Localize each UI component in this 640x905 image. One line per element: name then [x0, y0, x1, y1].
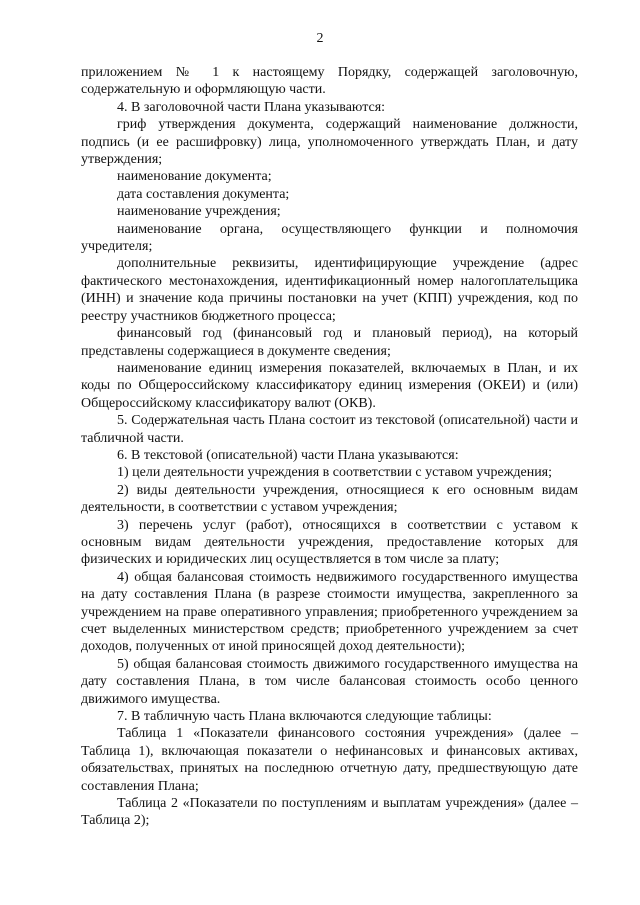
paragraph: приложением № 1 к настоящему Порядку, содержащей заголовочную, содержательную и оформляющую части.: [81, 65, 578, 98]
paragraph: 1) цели деятельности учреждения в соответствии с уставом учреждения;: [117, 465, 553, 481]
paragraph: 6. В текстовой (описательной) части Плана указываются:: [117, 447, 459, 463]
paragraph: Таблица 1 «Показатели финансового состояния учреждения» (далее – Таблица 1), включающая показатели о нефинансовых и финансовых активах, обязательствах, принятых на последнюю отчетную дату, предшествующую дате составления Плана;: [81, 726, 578, 794]
paragraph: наименование документа;: [117, 169, 272, 185]
paragraph: 4. В заголовочной части Плана указываются:: [117, 99, 386, 115]
paragraph: дополнительные реквизиты, идентифицирующие учреждение (адрес фактического местонахождения, идентификационный номер налогоплательщика (ИНН) и значение кода причины постановки на учет (КПП) учреждения, код по реестру участников бюджетного процесса;: [81, 256, 578, 324]
paragraph: 4) общая балансовая стоимость недвижимого государственного имущества на дату составления Плана (в разрезе стоимости имущества, закрепленного за учреждением на праве оперативного управления; приобретенного учреждением за счет выделенных министерством средств; приобретенного учреждением за счет доходов, полученных от иной приносящей доход деятельности);: [81, 569, 578, 655]
paragraph: 2) виды деятельности учреждения, относящиеся к его основным видам деятельности, в соответствии с уставом учреждения;: [81, 482, 578, 516]
page-number: 2: [316, 31, 324, 46]
document-body: [81, 64, 578, 830]
paragraph: 5. Содержательная часть Плана состоит из текстовой (описательной) части и табличной части.: [81, 413, 578, 446]
paragraph: 3) перечень услуг (работ), относящихся в соответствии с уставом к основным видам деятельности учреждения, предоставление которых для физических и юридических лиц осуществляется в том числе за плату;: [81, 517, 578, 568]
paragraph: наименование учреждения;: [117, 204, 281, 220]
paragraph: 7. В табличную часть Плана включаются следующие таблицы:: [117, 709, 492, 725]
paragraph: наименование единиц измерения показателей, включаемых в План, и их коды по Общероссийскому классификатору единиц измерения (ОКЕИ) и (или) Общероссийскому классификатору валют (ОКВ).: [81, 360, 578, 411]
paragraph: наименование органа, осуществляющего функции и полномочия учредителя;: [81, 221, 578, 255]
paragraph: финансовый год (финансовый год и плановый период), на который представлены содержащиеся в документе сведения;: [81, 326, 578, 359]
paragraph: Таблица 2 «Показатели по поступлениям и выплатам учреждения» (далее – Таблица 2);: [81, 796, 578, 829]
paragraph: гриф утверждения документа, содержащий наименование должности, подпись (и ее расшифровку) лица, уполномоченного утверждать План, и дату утверждения;: [81, 117, 578, 168]
paragraph: дата составления документа;: [117, 186, 290, 202]
paragraph: 5) общая балансовая стоимость движимого государственного имущества на дату составления Плана, в том числе балансовая стоимость особо ценного движимого имущества.: [81, 656, 578, 707]
